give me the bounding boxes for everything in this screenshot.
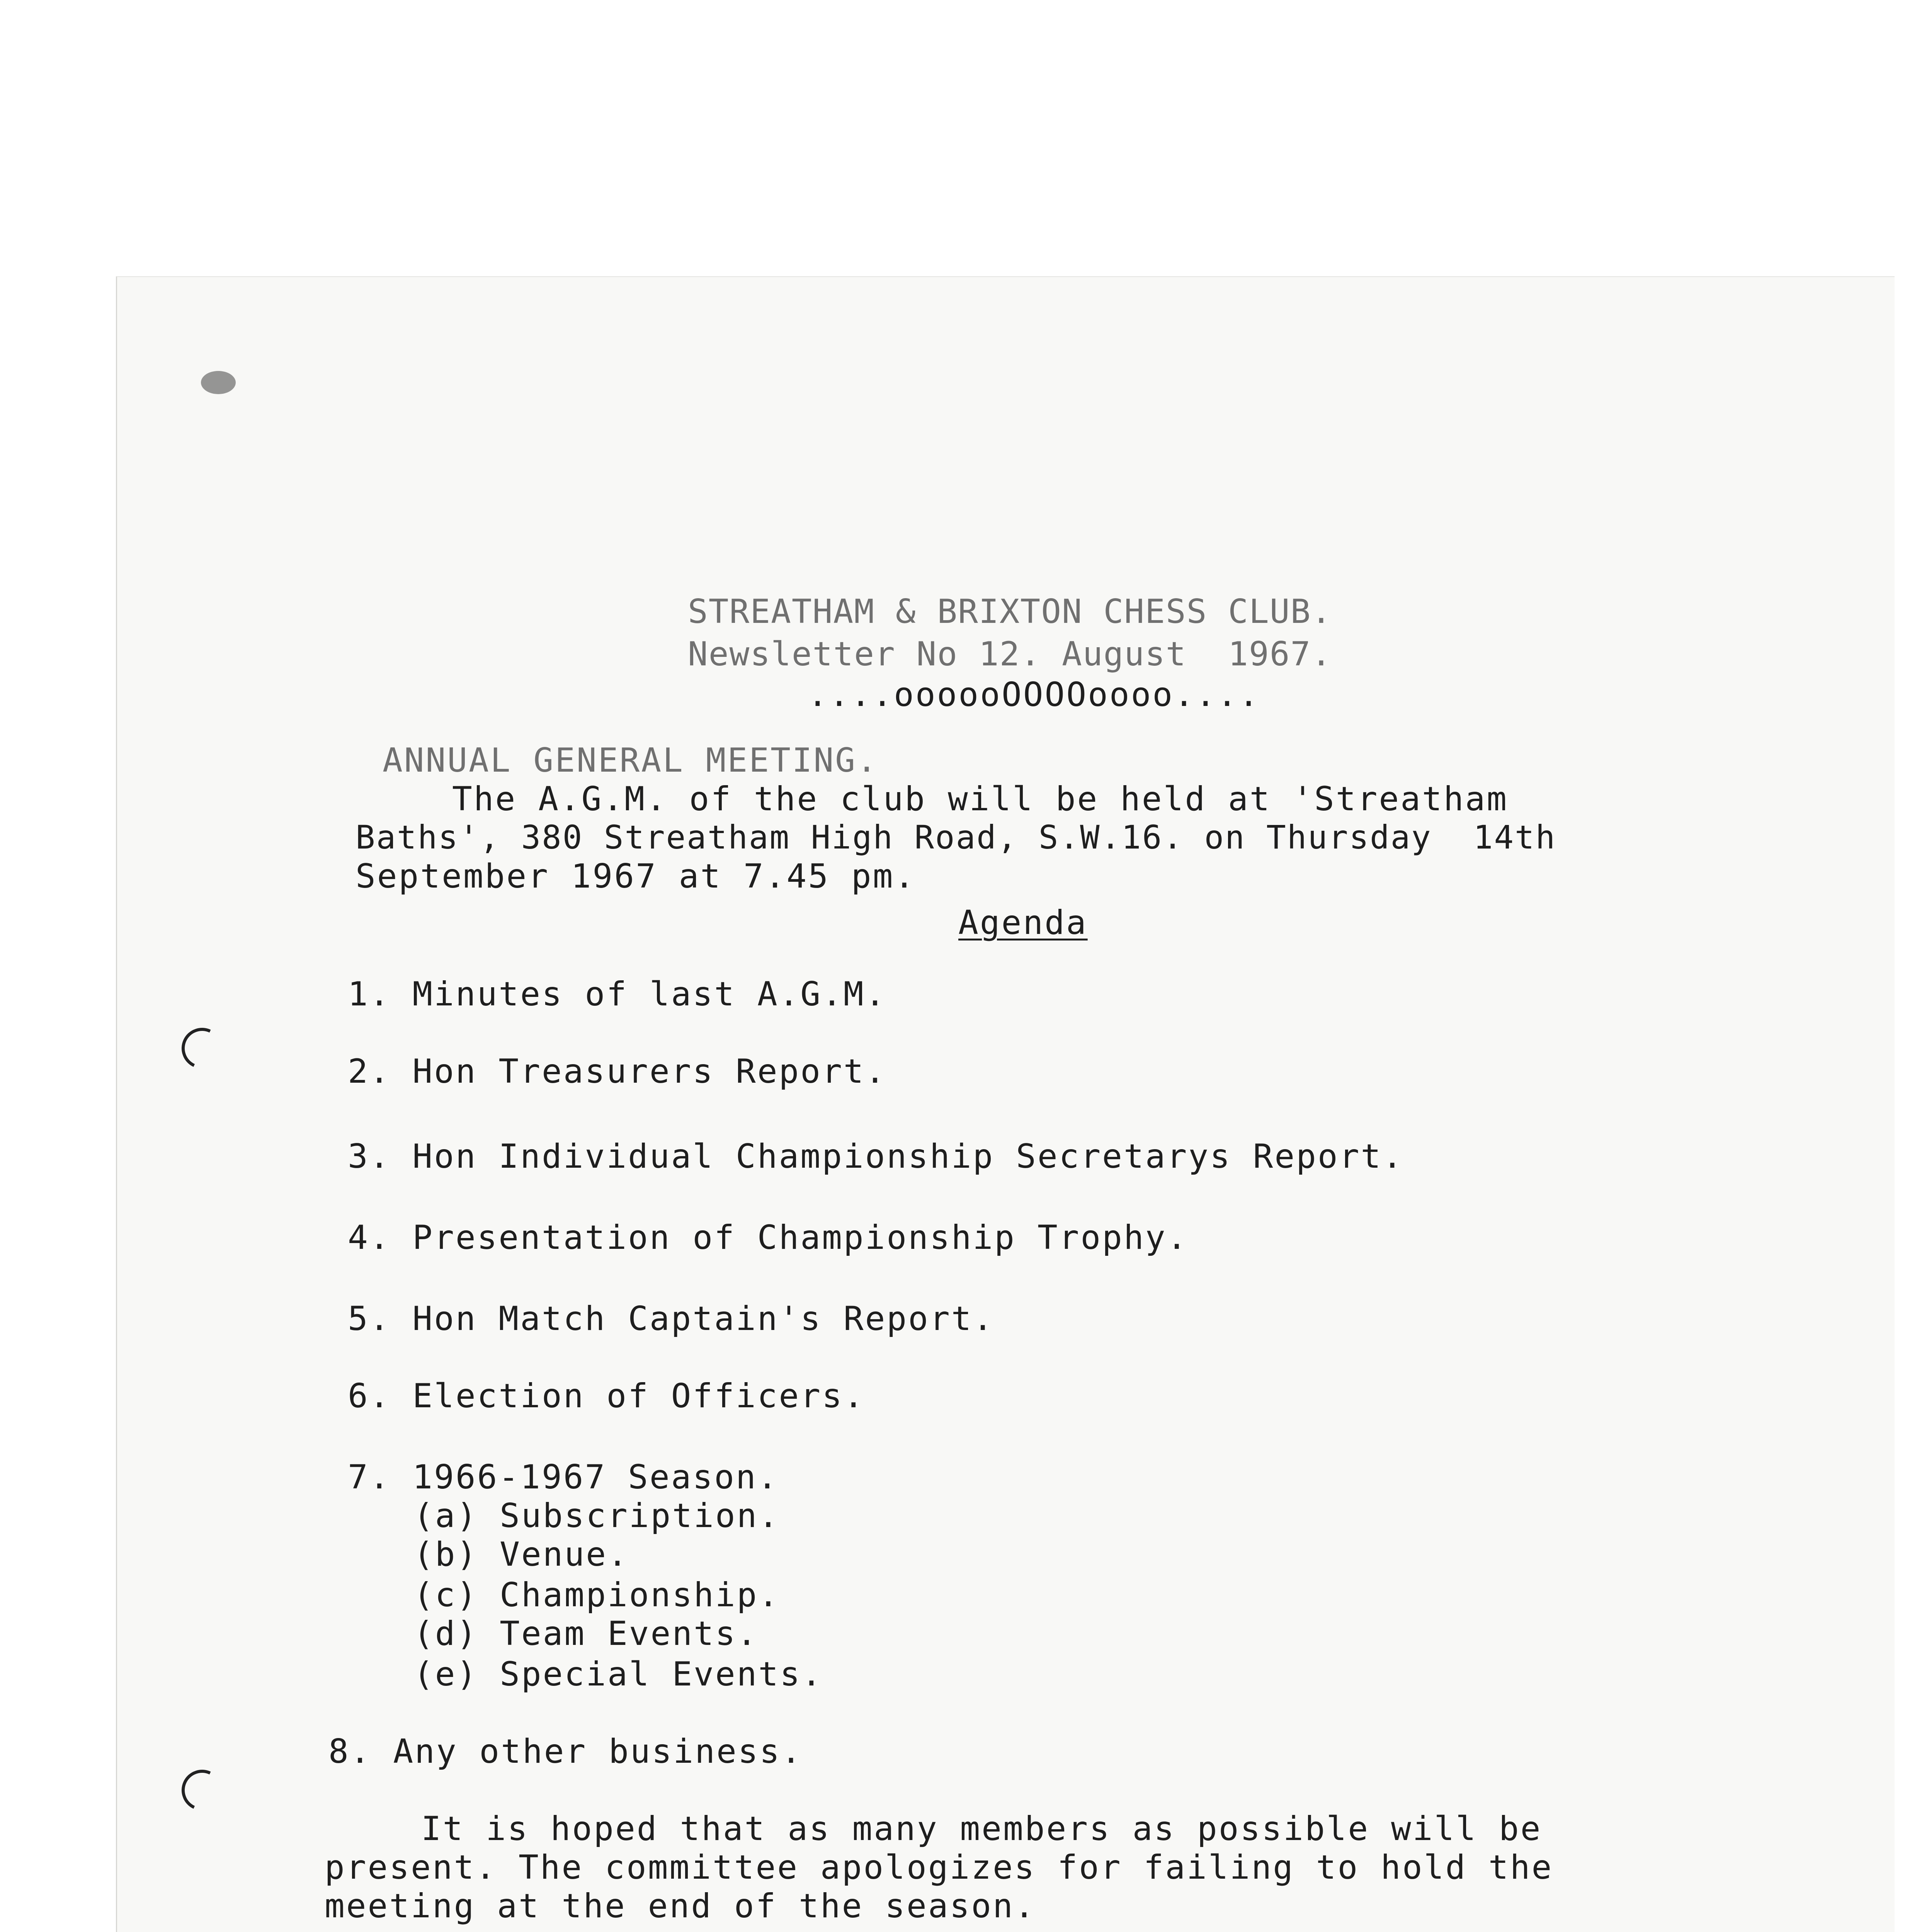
agm-closing-line-2: present. The committee apologizes for failing to hold the (325, 1848, 1553, 1887)
season-subitem-e: (e) Special Events. (413, 1655, 823, 1694)
ink-smudge-top-left (201, 371, 236, 394)
agenda-item-3: 3. Hon Individual Championship Secretarys Report. (348, 1137, 1404, 1176)
agm-intro-line-2: Baths', 380 Streatham High Road, S.W.16. on Thursday 14th (356, 818, 1556, 856)
agenda-item-2: 2. Hon Treasurers Report. (348, 1052, 887, 1091)
agenda-item-1: 1. Minutes of last A.G.M. (348, 975, 887, 1014)
agenda-item-5: 5. Hon Match Captain's Report. (348, 1299, 995, 1338)
agm-closing-line-1: It is hoped that as many members as possible will be (421, 1810, 1542, 1848)
agm-intro-line-3: September 1967 at 7.45 pm. (356, 857, 916, 896)
agenda-heading: Agenda (958, 903, 1088, 942)
header-ornament: ....oooooOOOOoooo.... (808, 675, 1260, 714)
agenda-item-7: 7. 1966-1967 Season. (348, 1458, 779, 1497)
season-subitem-b: (b) Venue. (413, 1535, 629, 1574)
season-subitem-c: (c) Championship. (413, 1576, 780, 1614)
agenda-item-8: 8. Any other business. (328, 1732, 803, 1771)
agm-intro-line-1: The A.G.M. of the club will be held at 'Streatham (452, 780, 1509, 818)
newsletter-page (116, 276, 1895, 1932)
agm-closing-line-3: meeting at the end of the season. (325, 1887, 1036, 1925)
season-subitem-d: (d) Team Events. (413, 1614, 759, 1653)
agenda-item-6: 6. Election of Officers. (348, 1377, 865, 1415)
club-name-title: STREATHAM & BRIXTON CHESS CLUB. (688, 592, 1332, 631)
agm-heading: ANNUAL GENERAL MEETING. (383, 741, 878, 780)
newsletter-issue: Newsletter No 12. August 1967. (688, 635, 1332, 673)
agenda-item-4: 4. Presentation of Championship Trophy. (348, 1218, 1189, 1257)
season-subitem-a: (a) Subscription. (413, 1497, 780, 1535)
